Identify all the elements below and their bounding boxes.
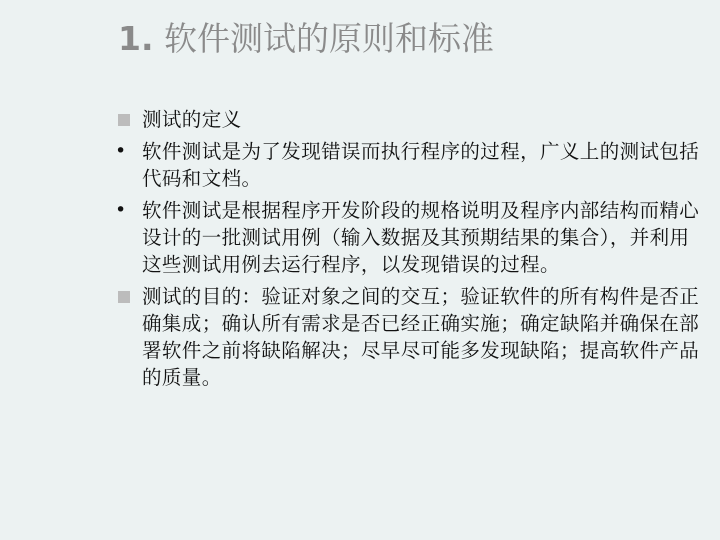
list-item-text: 测试的目的：验证对象之间的交互；验证软件的所有构件是否正确集成；确认所有需求是否已经正确实施；确定缺陷并确保在部署软件之前将缺陷解决；尽早尽可能多发现缺陷；提高软件产品的质量。 [142,285,700,389]
list-item-text: 软件测试是为了发现错误而执行程序的过程，广义上的测试包括代码和文档。 [142,140,700,190]
slide-title [118,14,698,64]
title-number: 1. [118,19,154,58]
slide-content [112,106,708,396]
title-text: 软件测试的原则和标准 [164,19,494,58]
square-bullet-icon [118,114,130,126]
list-item-definition-2 [112,197,708,278]
list-item-purpose [112,283,708,391]
list-item-definition-heading [112,106,708,133]
list-item-definition-1 [112,138,708,192]
dot-bullet-icon: • [115,140,127,162]
square-bullet-icon [118,291,130,303]
list-item-text: 测试的定义 [142,108,242,131]
list-item-text: 软件测试是根据程序开发阶段的规格说明及程序内部结构而精心设计的一批测试用例（输入数据及其预期结果的集合），并利用这些测试用例去运行程序，以发现错误的过程。 [142,199,700,276]
dot-bullet-icon: • [115,199,127,221]
